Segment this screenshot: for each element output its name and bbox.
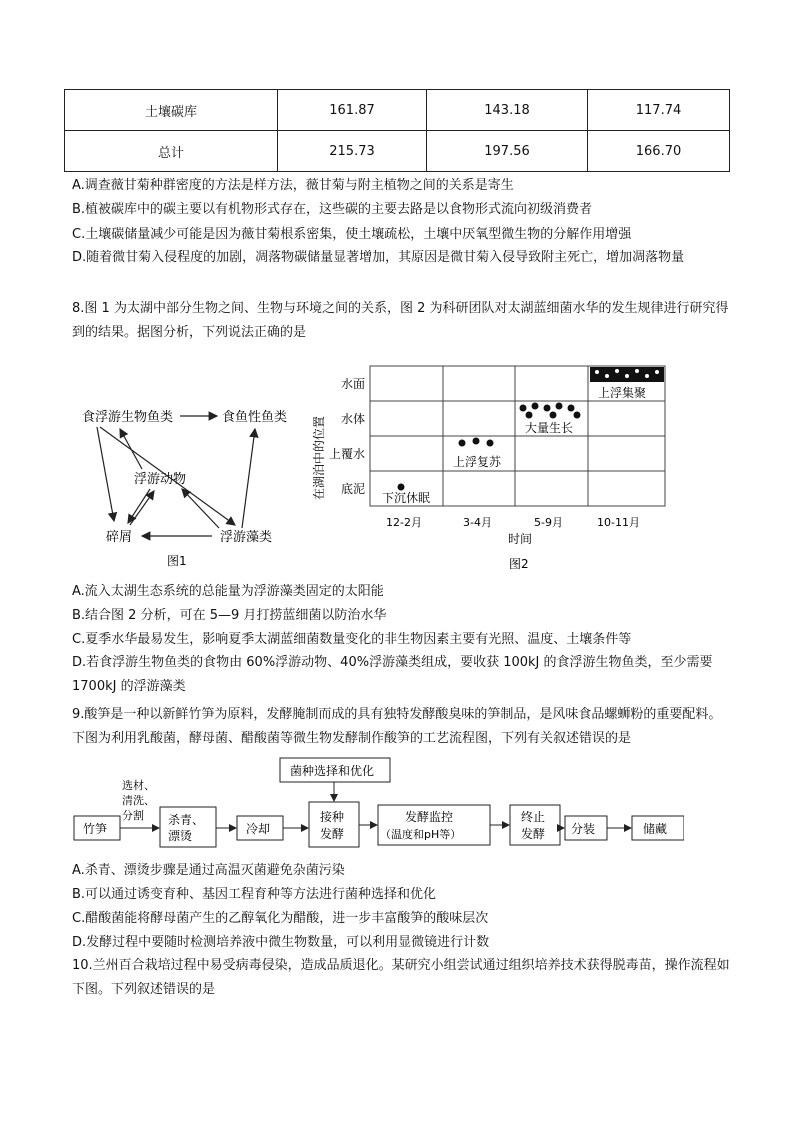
- q7-option-b: B.植被碳库中的碳主要以有机物形式存在，这些碳的主要去路是以食物形式流向初级消费者: [72, 202, 593, 217]
- marker-hole: [605, 374, 609, 378]
- stage-label-revive: 上浮复苏: [453, 455, 502, 469]
- col-label-oct-nov: 10-11月: [597, 516, 640, 529]
- figure-1-caption: 图1: [167, 554, 187, 568]
- marker-dot: [544, 405, 550, 411]
- marker-dot: [473, 438, 479, 444]
- text-store: 储藏: [643, 822, 668, 836]
- q7-option-d: D.随着微甘菊入侵程度的加剧，凋落物碳储量显著增加，其原因是微甘菊入侵导致附主死亡，增加凋落物量: [72, 250, 685, 265]
- arrow-edge: [128, 489, 150, 523]
- text-strain-selection: 菌种选择和优化: [290, 764, 375, 778]
- table-cell: 166.70: [588, 131, 730, 172]
- fermentation-flow-diagram: [72, 757, 684, 849]
- col-label-mar-apr: 3-4月: [463, 516, 492, 529]
- text-monitor-2: （温度和pH等）: [380, 828, 462, 841]
- q9-option-b: B.可以通过诱变育种、基因工程育种等方法进行菌种选择和优化: [72, 887, 437, 902]
- marker-dot: [487, 440, 493, 446]
- carbon-storage-table: [64, 89, 730, 172]
- figure-1-food-web: [72, 395, 307, 575]
- marker-hole: [615, 369, 619, 373]
- table-row: [65, 90, 730, 131]
- node-carnivorous-fish: 食鱼性鱼类: [222, 410, 288, 425]
- col-label-may-sep: 5-9月: [534, 516, 563, 529]
- marker-dot: [574, 412, 580, 418]
- row-label-sediment: 底泥: [341, 482, 366, 496]
- text-pack: 分装: [571, 822, 596, 836]
- row-label-water-body: 水体: [341, 412, 366, 426]
- stage-label-aggregate: 上浮集聚: [598, 386, 647, 400]
- col-label-dec-feb: 12-2月: [386, 516, 422, 529]
- q8-stem: 8.图 1 为太湖中部分生物之间、生物与环境之间的关系，图 2 为科研团队对太湖蓝细菌水华的发生规律进行研究得到的结果。据图分析，下列说法正确的是: [72, 301, 729, 340]
- node-detritus: 碎屑: [106, 530, 133, 545]
- y-axis-label: 在湖泊中的位置: [312, 415, 326, 500]
- table-cell: 161.87: [278, 90, 427, 131]
- text-pre-2: 清洗、: [122, 794, 155, 807]
- cyanobacteria-markers: [398, 403, 580, 490]
- figure-2-caption: 图2: [509, 557, 529, 571]
- arrow-edge: [182, 489, 219, 528]
- text-kill-2: 漂烫: [168, 829, 193, 843]
- q8-option-c: C.夏季水华最易发生，影响夏季太湖蓝细菌数量变化的非生物因素主要有光照、温度、土壤条件等: [72, 632, 632, 647]
- marker-hole: [625, 374, 629, 378]
- marker-dot: [526, 412, 532, 418]
- q8-option-a: A.流入太湖生态系统的总能量为浮游藻类固定的太阳能: [72, 584, 384, 599]
- text-inoc-2: 发酵: [320, 827, 345, 841]
- text-monitor-1: 发酵监控: [405, 810, 454, 824]
- table-cell: 197.56: [427, 131, 588, 172]
- q9-option-a: A.杀青、漂烫步骤是通过高温灭菌避免杂菌污染: [72, 863, 345, 878]
- marker-dot: [532, 403, 538, 409]
- text-stop-1: 终止: [521, 810, 546, 824]
- arrow-edge: [242, 429, 255, 528]
- text-pre-3: 分割: [122, 809, 144, 822]
- node-zooplankton: 浮游动物: [134, 472, 187, 487]
- text-bamboo: 竹笋: [83, 822, 108, 836]
- arrow-edge: [130, 491, 154, 525]
- marker-dot: [398, 484, 404, 490]
- q8-option-d: D.若食浮游生物鱼类的食物由 60%浮游动物、40%浮游藻类组成，要收获 100kJ 的食浮游生物鱼类，至少需要 1700kJ 的浮游藻类: [72, 655, 713, 694]
- table-cell: 117.74: [588, 90, 730, 131]
- q10-stem: 10.兰州百合栽培过程中易受病毒侵染，造成品质退化。某研究小组尝试通过组织培养技术获得脱毒苗，操作流程如下图。下列叙述错误的是: [72, 958, 730, 997]
- text-kill-1: 杀青、: [168, 813, 205, 827]
- marker-hole: [635, 369, 639, 373]
- table-cell: 143.18: [427, 90, 588, 131]
- marker-dot: [459, 440, 465, 446]
- q9-option-c: C.醋酸菌能将酵母菌产生的乙醇氧化为醋酸，进一步丰富酸笋的酸味层次: [72, 911, 489, 926]
- row-label: 总计: [65, 131, 278, 172]
- marker-dot: [520, 405, 526, 411]
- figure-2-bloom-chart: [305, 360, 685, 575]
- text-stop-2: 发酵: [521, 827, 546, 841]
- row-label: 土壤碳库: [65, 90, 278, 131]
- x-axis-label: 时间: [508, 532, 533, 546]
- stage-label-dormant: 下沉休眠: [382, 491, 431, 505]
- marker-dot: [568, 405, 574, 411]
- text-cool: 冷却: [246, 822, 271, 836]
- text-pre-1: 选材、: [122, 779, 155, 792]
- stage-label-growth: 大量生长: [525, 421, 574, 435]
- arrow-edge: [100, 427, 235, 525]
- node-plankton-fish: 食浮游生物鱼类: [82, 410, 174, 425]
- q8-option-b: B.结合图 2 分析，可在 5—9 月打捞蓝细菌以防治水华: [72, 608, 387, 623]
- marker-hole: [655, 370, 659, 374]
- arrow-edge: [97, 427, 114, 521]
- marker-hole: [645, 374, 649, 378]
- row-label-surface: 水面: [341, 377, 366, 391]
- q7-option-a: A.调查薇甘菊种群密度的方法是样方法，薇甘菊与附主植物之间的关系是寄生: [72, 178, 514, 193]
- marker-dot: [556, 403, 562, 409]
- node-algae: 浮游藻类: [220, 530, 273, 545]
- row-label-overlying-water: 上覆水: [329, 447, 366, 461]
- table-row: [65, 131, 730, 172]
- q7-option-c: C.土壤碳储量减少可能是因为薇甘菊根系密集，使土壤疏松，土壤中厌氧型微生物的分解作用增强: [72, 227, 632, 242]
- q9-stem: 9.酸笋是一种以新鲜竹笋为原料，发酵腌制而成的具有独特发酵酸臭味的笋制品，是风味食品螺蛳粉的重要配料。下图为利用乳酸菌，酵母菌、醋酸菌等微生物发酵制作酸笋的工艺流程图，下列有关叙述错误的是: [72, 707, 722, 746]
- marker-dot: [550, 412, 556, 418]
- marker-hole: [595, 370, 599, 374]
- table-cell: 215.73: [278, 131, 427, 172]
- text-inoc-1: 接种: [320, 810, 345, 824]
- q9-option-d: D.发酵过程中要随时检测培养液中微生物数量，可以利用显微镜进行计数: [72, 935, 490, 950]
